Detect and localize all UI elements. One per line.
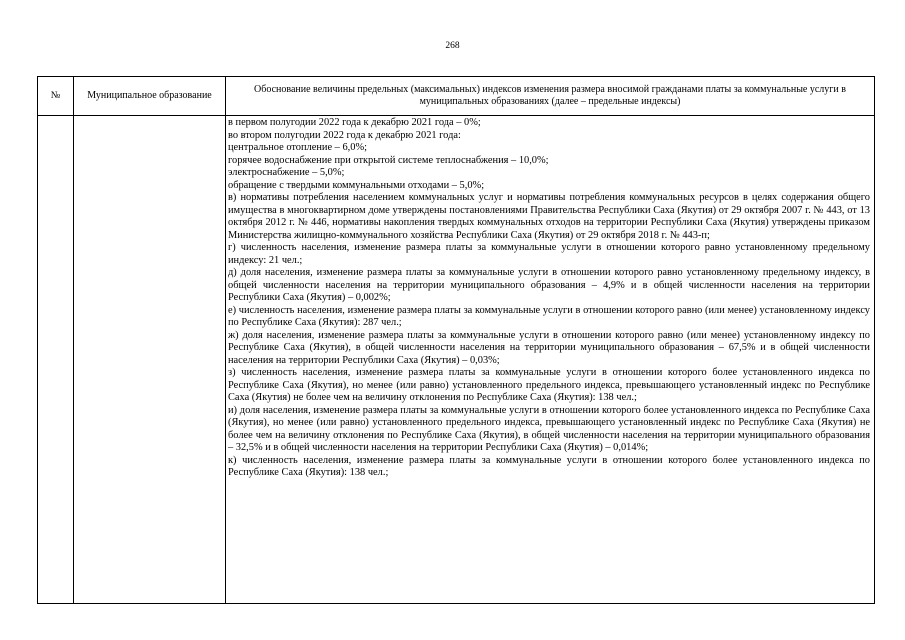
paragraph: и) доля населения, изменение размера платы за коммунальные услуги в отношении которого более установленного индекса по Республике Саха (Якутия), но менее (или равно) установленного предельного индекса, превышающего установленный индекс по Республике Саха (Якутия) не более чем на величину отклонения по Республике Саха (Якутия), в общей численности населения на территории муниципального образования – 32,5% и в общей численности населения на территории Республики Саха (Якутия) – 0,014%; (228, 404, 870, 453)
document-table (37, 76, 875, 604)
paragraph: обращение с твердыми коммунальными отходами – 5,0%; (228, 179, 485, 191)
paragraph: д) доля населения, изменение размера платы за коммунальные услуги в отношении которого равно установленному предельному индексу, в общей численности населения на территории муниципального образования – 4,9% и в общей численности населения на территории Республики Саха (Якутия) – 0,002%; (228, 267, 870, 303)
paragraph: е) численность населения, изменение размера платы за коммунальные услуги в отношении которого равно (или менее) установленному индексу по Республике Саха (Якутия): 287 чел.; (228, 304, 870, 328)
paragraph: ж) доля населения, изменение размера платы за коммунальные услуги в отношении которого равно (или менее) установленному индексу по Республике Саха (Якутия), в общей численности населения на территории муниципального образования – 67,5% и в общей численности населения на территории Республики Саха (Якутия) – 0,03%; (228, 329, 870, 366)
paragraph: центральное отопление – 6,0%; (228, 142, 367, 153)
header-number: № (50, 90, 61, 101)
column-divider (73, 77, 74, 603)
paragraph: горячее водоснабжение при открытой системе теплоснабжения – 10,0%; (228, 154, 549, 166)
paragraph: во втором полугодии 2022 года к декабрю 2021 года: (228, 129, 461, 141)
header-description: Обоснование величины предельных (максимальных) индексов изменения размера вносимой гражданами платы за коммунальные услуги в муниципальных образованиях (далее – предельные индексы) (254, 84, 846, 107)
paragraph: з) численность населения, изменение размера платы за коммунальные услуги в отношении которого более установленного индекса по Республике Саха (Якутия), но менее (или равно) установленного предельного индекса, превышающего установленный индекс по Республике Саха (Якутия) не более чем на величину отклонения по Республике Саха (Якутия): 138 чел.; (228, 367, 870, 403)
description-cell (228, 117, 870, 480)
paragraph: к) численность населения, изменение размера платы за коммунальные услуги в отношении которого более установленного индекса по Республике Саха (Якутия): 138 чел.; (228, 454, 870, 478)
paragraph: в) нормативы потребления населением коммунальных услуг и нормативы потребления коммунальных ресурсов в целях содержания общего имущества в многоквартирном доме утверждены постановлениями Правительства Республики Саха (Якутия) от 29 октября 2007 г. № 443, от 13 октября 2012 г. № 446, нормативы накопления твердых коммунальных отходов на территории Республики Саха (Якутия) утверждены приказом Министерства жилищно-коммунального хозяйства Республики Саха (Якутия) от 29 октября 2018 г. № 443-п; (228, 192, 870, 241)
paragraph: в первом полугодии 2022 года к декабрю 2021 года – 0%; (228, 117, 481, 128)
page-number: 268 (445, 41, 460, 51)
paragraph: г) численность населения, изменение размера платы за коммунальные услуги в отношении которого равно установленному предельному индексу: 21 чел.; (228, 242, 870, 266)
paragraph: электроснабжение – 5,0%; (228, 167, 345, 178)
table-header-row (38, 77, 874, 116)
column-divider (225, 77, 226, 603)
header-municipality: Муниципальное образование (87, 90, 212, 101)
